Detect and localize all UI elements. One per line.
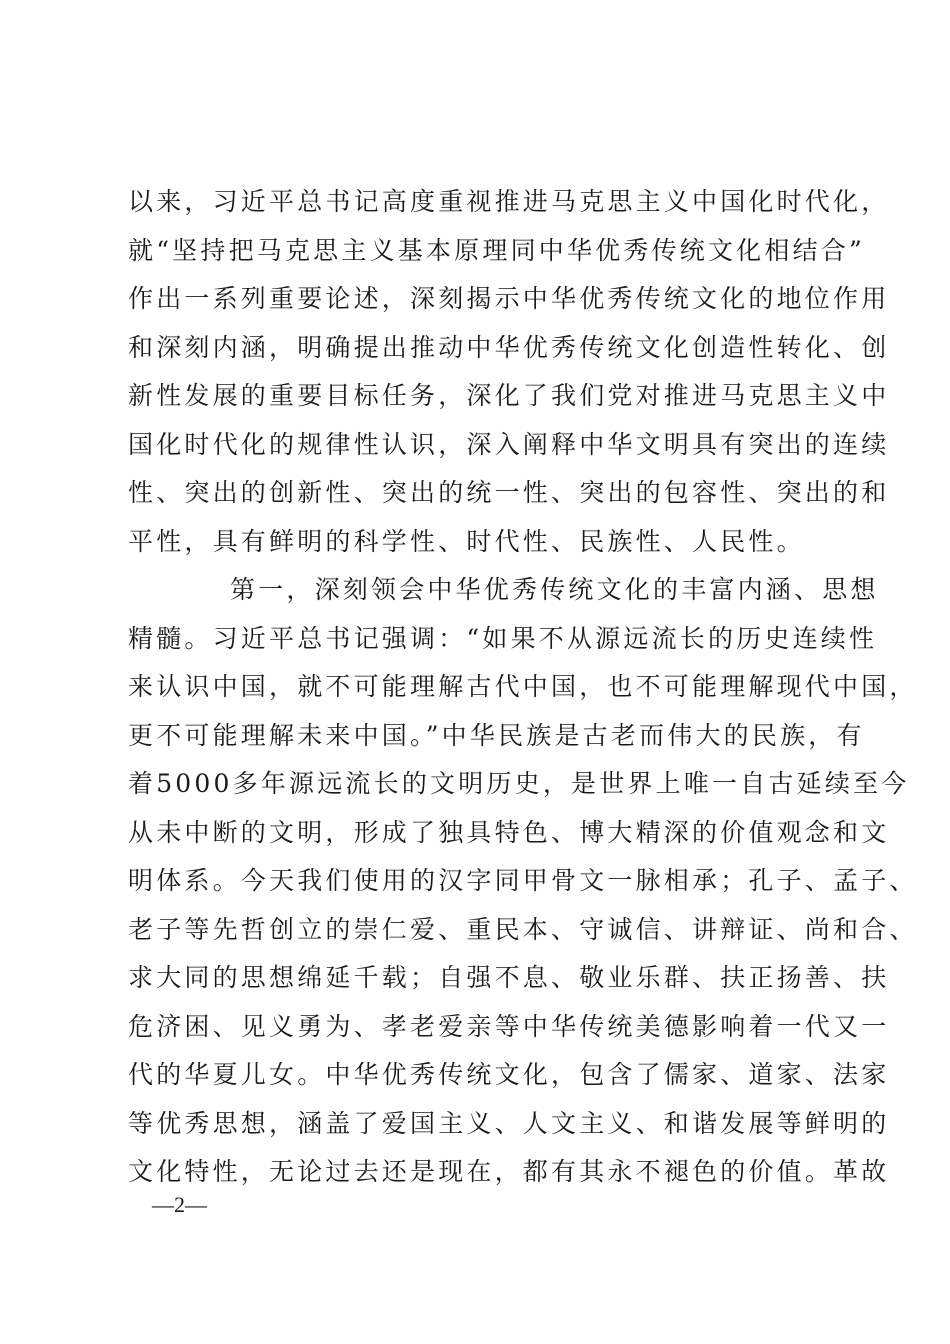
text-line: 和深刻内涵，明确提出推动中华优秀传统文化创造性转化、创 [128,332,890,362]
text-line: 着5000多年源远流长的文明历史，是世界上唯一自古延续至今 [128,769,910,798]
page-number: —2— [152,1192,207,1217]
body-text [128,178,918,1197]
text-line: 以来，习近平总书记高度重视推进马克思主义中国化时代化， [128,187,890,216]
text-line: 作出一系列重要论述，深刻揭示中华优秀传统文化的地位作用 [128,284,890,313]
text-line: 来认识中国，就不可能理解古代中国，也不可能理解现代中国， [128,672,918,701]
text-line: 危济困、见义勇为、孝老爱亲等中华传统美德影响着一代又一 [128,1011,890,1041]
text-line: 精髓。习近平总书记强调：“如果不从源远流长的历史连续性 [128,623,878,653]
text-line: 从未中断的文明，形成了独具特色、博大精深的价值观念和文 [128,817,890,847]
text-line: 文化特性，无论过去还是现在，都有其永不褪色的价值。革故 [128,1157,890,1186]
text-line: 就“坚持把马克思主义基本原理同中华优秀传统文化相结合” [128,235,865,265]
text-line: 平性，具有鲜明的科学性、时代性、民族性、人民性。 [128,526,805,556]
text-line: 老子等先哲创立的崇仁爱、重民本、守诚信、讲辩证、尚和合、 [128,914,918,944]
text-line: 求大同的思想绵延千载；自强不息、敬业乐群、扶正扬善、扶 [128,963,890,992]
text-line: 新性发展的重要目标任务，深化了我们党对推进马克思主义中 [128,381,890,410]
text-line: 明体系。今天我们使用的汉字同甲骨文一脉相承；孔子、孟子、 [128,866,918,895]
text-line: 性、突出的创新性、突出的统一性、突出的包容性、突出的和 [128,478,890,507]
text-line: 更不可能理解未来中国。”中华民族是古老而伟大的民族，有 [128,720,865,750]
text-line: 国化时代化的规律性认识，深入阐释中华文明具有突出的连续 [128,429,890,459]
text-line: 代的华夏儿女。中华优秀传统文化，包含了儒家、道家、法家 [128,1060,890,1089]
text-line: 等优秀思想，涵盖了爱国主义、人文主义、和谐发展等鲜明的 [128,1108,890,1138]
paragraph-start-line: 第一，深刻领会中华优秀传统文化的丰富内涵、思想 [230,575,879,604]
